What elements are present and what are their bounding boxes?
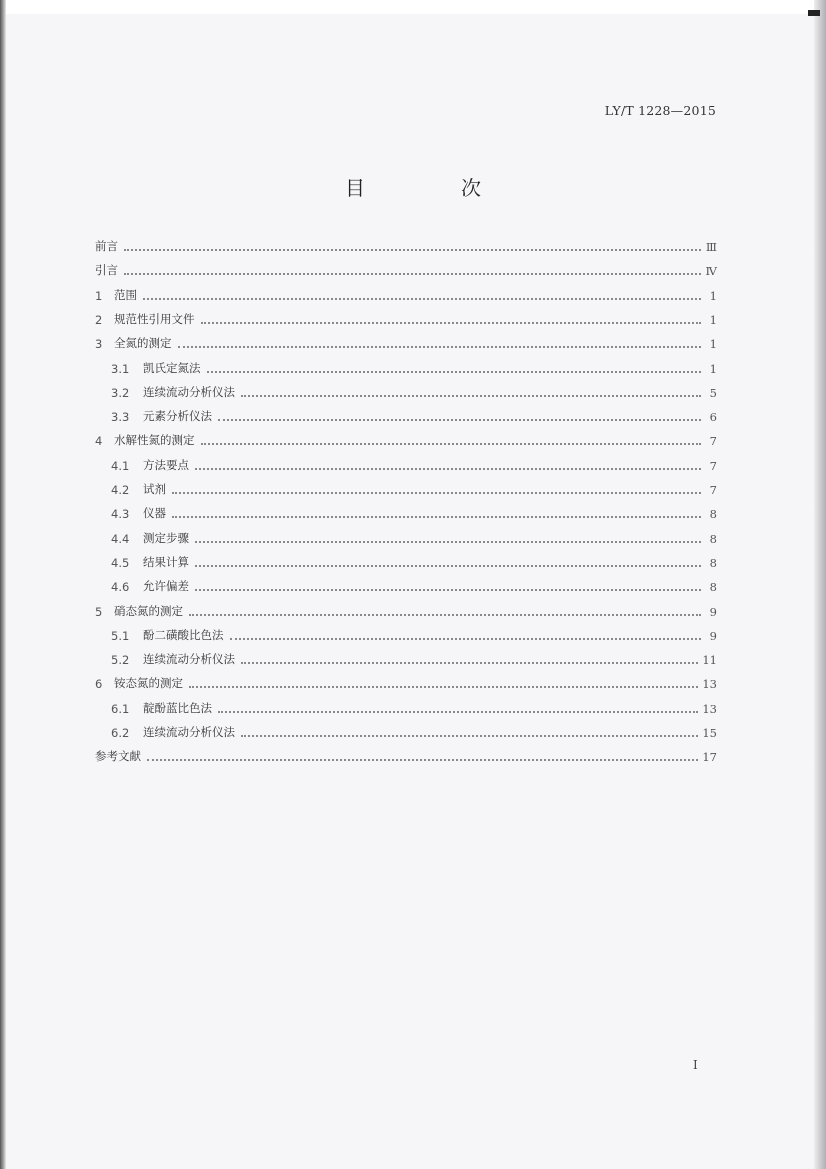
toc-entry[interactable] <box>95 601 717 619</box>
toc-entry-page: 13 <box>702 677 717 692</box>
toc-entry-number: 4 <box>95 434 103 449</box>
toc-leader-dots <box>201 322 702 324</box>
toc-entry[interactable] <box>111 503 717 521</box>
toc-entry[interactable] <box>111 406 717 424</box>
toc-leader-dots <box>178 346 702 348</box>
toc-entry-page: 8 <box>709 580 717 595</box>
toc-entry-page: 8 <box>709 507 717 522</box>
toc-leader-dots <box>143 298 701 300</box>
toc-entry-page: 1 <box>709 361 717 376</box>
toc-entry-number: 3.1 <box>111 361 130 376</box>
page-title: 目 次 <box>345 176 519 200</box>
toc-entry[interactable] <box>111 382 717 400</box>
toc-entry[interactable] <box>111 455 717 473</box>
toc-entry-label: 连续流动分析仪法 <box>143 384 235 399</box>
toc-entry-page: 9 <box>709 628 717 643</box>
toc-entry-number: 2 <box>95 312 103 327</box>
toc-entry[interactable] <box>111 722 717 740</box>
toc-entry-page: 8 <box>709 531 717 546</box>
toc-entry-page: Ⅲ <box>705 240 717 254</box>
toc-entry[interactable] <box>111 358 717 376</box>
toc-entry-page: 1 <box>709 312 717 327</box>
toc-entry-number: 5 <box>95 604 103 619</box>
toc-entry[interactable] <box>95 309 717 327</box>
toc-leader-dots <box>195 468 701 470</box>
toc-entry[interactable] <box>111 698 717 716</box>
toc-entry-number: 3.2 <box>111 385 130 400</box>
toc-entry-label: 仪器 <box>143 506 166 521</box>
toc-entry-page: 15 <box>702 726 717 740</box>
toc-entry-page: 7 <box>709 483 717 497</box>
toc-leader-dots <box>195 565 701 567</box>
toc-entry[interactable] <box>111 552 717 570</box>
toc-entry-page: 1 <box>709 337 717 352</box>
toc-entry-page: 7 <box>709 458 717 473</box>
toc-entry-number: 5.2 <box>111 653 130 668</box>
toc-entry-number: 5.1 <box>111 628 130 643</box>
toc-entry-page: 8 <box>709 555 717 570</box>
toc-entry-label: 引言 <box>95 263 118 278</box>
toc-entry[interactable] <box>111 479 717 497</box>
toc-entry-page: 11 <box>702 653 717 668</box>
toc-entry-label: 凯氏定氮法 <box>143 360 201 375</box>
toc-entry-number: 4.3 <box>111 507 130 522</box>
toc-entry-label: 范围 <box>114 287 137 302</box>
page-number: I <box>693 1058 698 1072</box>
toc-leader-dots <box>230 638 702 640</box>
toc-entry-number: 3.3 <box>111 410 130 425</box>
toc-entry-label: 试剂 <box>143 482 166 496</box>
toc-entry-page: 1 <box>709 288 717 303</box>
toc-leader-dots <box>124 249 701 251</box>
toc-entry-number: 4.5 <box>111 555 130 570</box>
toc-entry-number: 3 <box>95 337 103 352</box>
toc-entry[interactable] <box>95 285 717 303</box>
toc-leader-dots <box>147 759 698 761</box>
toc-leader-dots <box>241 395 701 397</box>
toc-entry[interactable] <box>95 333 717 351</box>
toc-entry-label: 全氮的测定 <box>114 336 172 351</box>
toc-entry-label: 规范性引用文件 <box>114 311 195 326</box>
toc-entry-label: 连续流动分析仪法 <box>143 652 235 667</box>
toc-entry-number: 6 <box>95 677 103 692</box>
toc-entry-label: 方法要点 <box>143 457 189 472</box>
toc-entry-page: 9 <box>709 604 717 619</box>
toc-leader-dots <box>241 662 698 664</box>
toc-leader-dots <box>218 711 698 713</box>
toc-leader-dots <box>172 516 701 518</box>
toc-entry-number: 4.4 <box>111 531 130 546</box>
toc-entry-label: 前言 <box>95 239 118 253</box>
toc-leader-dots <box>124 273 701 275</box>
toc-entry-label: 酚二磺酸比色法 <box>143 627 224 642</box>
toc-entry-number: 4.6 <box>111 580 130 595</box>
toc-entry-label: 硝态氮的测定 <box>114 603 183 618</box>
toc-leader-dots <box>241 735 698 737</box>
toc-entry-number: 6.1 <box>111 701 130 716</box>
toc-entry-page: 17 <box>702 750 717 765</box>
scan-corner-mark <box>808 10 820 16</box>
scan-top-edge <box>0 0 826 14</box>
toc-entry[interactable] <box>95 430 717 448</box>
toc-entry[interactable] <box>111 625 717 643</box>
toc-entry-label: 允许偏差 <box>143 579 189 594</box>
toc-entry-label: 元素分析仪法 <box>143 409 212 424</box>
toc-leader-dots <box>195 589 701 591</box>
toc-leader-dots <box>189 614 701 616</box>
toc-leader-dots <box>172 492 701 494</box>
standard-code: LY/T 1228—2015 <box>604 103 716 118</box>
toc-leader-dots <box>201 443 702 445</box>
toc-entry[interactable] <box>111 649 717 667</box>
toc-entry-label: 连续流动分析仪法 <box>143 725 235 739</box>
toc-entry[interactable] <box>95 673 717 691</box>
toc-leader-dots <box>218 419 701 421</box>
toc-entry[interactable] <box>111 576 717 594</box>
toc-entry-page: 13 <box>702 701 717 716</box>
toc-leader-dots <box>207 371 702 373</box>
toc-entry-page: Ⅳ <box>705 264 717 279</box>
toc-entry[interactable] <box>95 236 717 254</box>
toc-entry-number: 4.2 <box>111 483 130 497</box>
toc-entry[interactable] <box>95 260 717 278</box>
toc-entry-label: 靛酚蓝比色法 <box>143 700 212 715</box>
toc-entry-label: 铵态氮的测定 <box>114 676 183 691</box>
toc-leader-dots <box>195 541 701 543</box>
toc-entry-number: 6.2 <box>111 726 130 740</box>
toc-entry[interactable] <box>95 746 717 764</box>
toc-entry-label: 参考文献 <box>95 749 141 764</box>
toc-entry-number: 1 <box>95 288 103 303</box>
toc-entry[interactable] <box>111 528 717 546</box>
toc-entry-label: 测定步骤 <box>143 530 189 545</box>
toc-entry-label: 结果计算 <box>143 554 189 569</box>
toc-entry-number: 4.1 <box>111 458 130 473</box>
toc-entry-page: 7 <box>709 434 717 449</box>
toc-entry-page: 5 <box>709 385 717 400</box>
toc-entry-label: 水解性氮的测定 <box>114 433 195 448</box>
toc-entry-page: 6 <box>709 410 717 425</box>
toc-leader-dots <box>189 686 698 688</box>
